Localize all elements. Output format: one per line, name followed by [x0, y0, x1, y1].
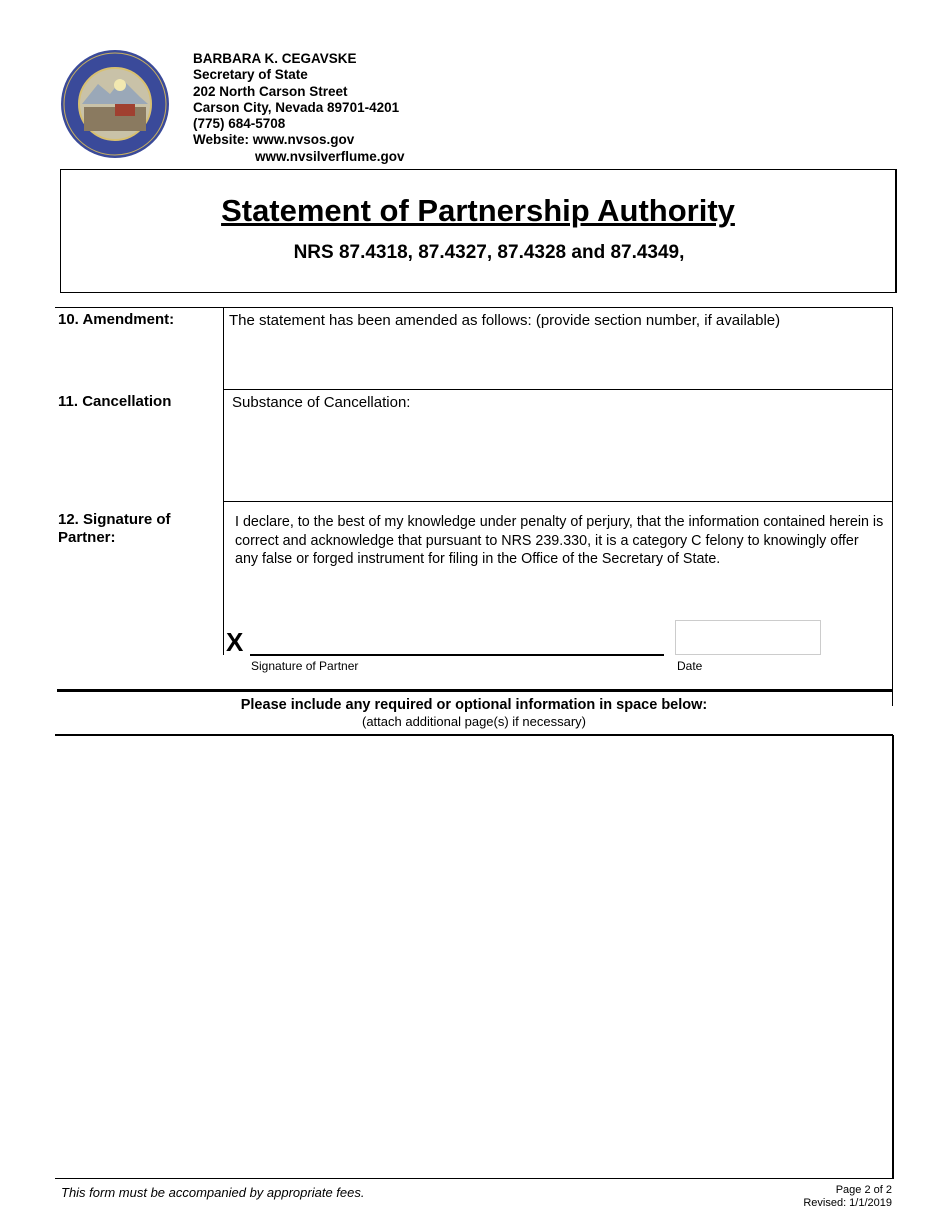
perjury-declaration: I declare, to the best of my knowledge under penalty of perjury, that the information contained herein is correct and acknowledge that pursuant to NRS 239.330, it is a category C felony to knowingly offer any false or forged instrument for filing in the Office of the Secretary of State.: [235, 514, 884, 567]
website: Website: www.nvsos.gov: [193, 132, 355, 148]
street-address: 202 North Carson Street: [193, 83, 348, 99]
additional-info-divider: [55, 734, 893, 736]
row-divider: [223, 389, 893, 390]
phone: (775) 684-5708: [193, 116, 286, 132]
date-label: Date: [677, 659, 703, 673]
signature-line[interactable]: [250, 654, 664, 656]
additional-info-area[interactable]: [56, 737, 891, 1177]
table-top-border: [55, 307, 893, 308]
signature-x-mark: X: [226, 627, 244, 657]
fees-note: This form must be accompanied by appropriate fees.: [61, 1185, 365, 1200]
footer-divider: [55, 1178, 894, 1179]
website-silverflume: www.nvsilverflume.gov: [255, 148, 405, 164]
table-right-border: [892, 307, 893, 691]
nevada-seal-logo: [60, 49, 170, 159]
date-input[interactable]: [675, 620, 821, 655]
office-header: [193, 51, 405, 165]
amendment-field[interactable]: The statement has been amended as follows: (provide section number, if available): [229, 312, 781, 329]
amendment-label: 10. Amendment:: [58, 311, 175, 328]
cancellation-label: 11. Cancellation: [58, 393, 172, 410]
page-number: Page 2 of 2: [835, 1184, 892, 1196]
box-right-border: [892, 692, 893, 706]
page-info: [803, 1184, 892, 1210]
section-divider-thick: [57, 689, 893, 692]
additional-info-note: (attach additional page(s) if necessary): [361, 714, 586, 729]
column-divider: [223, 307, 224, 655]
secretary-name: BARBARA K. CEGAVSKE: [193, 51, 357, 66]
form-subtitle: NRS 87.4318, 87.4327, 87.4328 and 87.4349,: [293, 242, 685, 263]
city-address: Carson City, Nevada 89701-4201: [193, 99, 400, 115]
secretary-title: Secretary of State: [193, 67, 308, 83]
form-title: Statement of Partnership Authority: [221, 193, 735, 228]
additional-info-heading: Please include any required or optional information in space below:: [240, 697, 708, 713]
cancellation-field[interactable]: Substance of Cancellation:: [232, 394, 411, 411]
title-box: [60, 169, 897, 293]
revision-date: Revised: 1/1/2019: [803, 1197, 892, 1209]
signature-label: Signature of Partner: [251, 659, 359, 673]
signature-section-label: 12. Signature of Partner:: [58, 511, 171, 546]
row-divider: [223, 501, 893, 502]
info-area-right-border: [892, 735, 894, 1179]
